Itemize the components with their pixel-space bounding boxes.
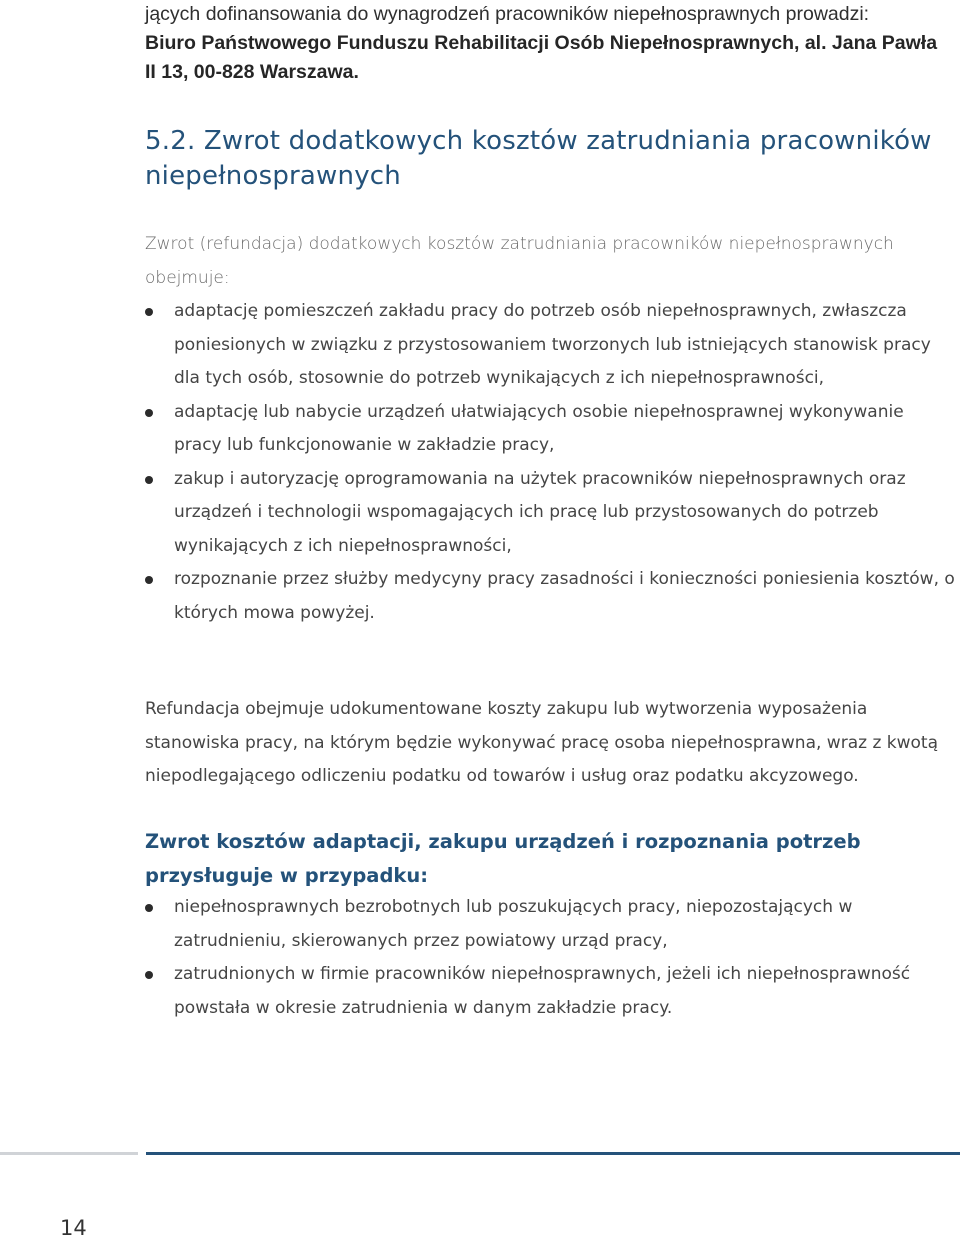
- list-item-text: zatrudnionych w firmie pracowników niepełnosprawnych, jeżeli ich niepełnosprawność powstała w okresie zatrudnienia w danym zakładzie pracy.: [174, 964, 911, 1018]
- list-item: [145, 563, 955, 630]
- bullet-icon: [145, 308, 153, 316]
- footer-rule-dark: [146, 1152, 960, 1155]
- refund-paragraph: Refundacja obejmuje udokumentowane koszty zakupu lub wytworzenia wyposażenia stanowiska pracy, na którym będzie wykonywać pracę osoba niepełnosprawna, wraz z kwotą niepodlegającego odliczeniu podatku od towarów i usług oraz podatku akcyzowego.: [145, 699, 939, 786]
- list-item: [145, 396, 955, 463]
- list-item: [145, 463, 955, 564]
- intro-paragraph: [145, 0, 945, 87]
- intro-text: jących dofinansowania do wynagrodzeń pracowników niepełnosprawnych prowadzi:: [145, 3, 870, 25]
- bullet-icon: [145, 904, 153, 912]
- eligibility-list: [145, 891, 955, 1025]
- list-item: [145, 295, 955, 396]
- refund-items-list: [145, 295, 955, 630]
- section-lead: Zwrot (refundacja) dodatkowych kosztów zatrudniania pracowników niepełnosprawnych obejmuje:: [145, 234, 894, 288]
- intro-address: Biuro Państwowego Funduszu Rehabilitacji Osób Niepełnosprawnych, al. Jana Pawła II 13, 00-828 Warszawa.: [145, 32, 938, 83]
- list-item-text: adaptację pomieszczeń zakładu pracy do potrzeb osób niepełnosprawnych, zwłaszcza poniesionych w związku z przystosowaniem tworzonych lub istniejących stanowisk pracy dla tych osób, stosownie do potrzeb wynikających z ich niepełnosprawności,: [174, 301, 931, 388]
- bullet-icon: [145, 476, 153, 484]
- section-title: 5.2. Zwrot dodatkowych kosztów zatrudniania pracowników niepełnosprawnych: [145, 126, 932, 191]
- list-item-text: rozpoznanie przez służby medycyny pracy zasadności i konieczności poniesienia kosztów, o których mowa powyżej.: [174, 569, 955, 623]
- list-item-text: adaptację lub nabycie urządzeń ułatwiających osobie niepełnosprawnej wykonywanie pracy lub funkcjonowanie w zakładzie pracy,: [174, 401, 904, 455]
- bullet-icon: [145, 409, 153, 417]
- list-item: [145, 958, 955, 1025]
- page-number: 14: [60, 1216, 87, 1240]
- eligibility-subheading: Zwrot kosztów adaptacji, zakupu urządzeń i rozpoznania potrzeb przysługuje w przypadku:: [145, 830, 861, 887]
- footer-rule-light: [0, 1152, 138, 1155]
- bullet-icon: [145, 576, 153, 584]
- bullet-icon: [145, 971, 153, 979]
- list-item-text: niepełnosprawnych bezrobotnych lub poszukujących pracy, niepozostających w zatrudnieniu, skierowanych przez powiatowy urząd pracy,: [174, 897, 853, 951]
- list-item: [145, 891, 955, 958]
- list-item-text: zakup i autoryzację oprogramowania na użytek pracowników niepełnosprawnych oraz urządzeń i technologii wspomagających ich pracę lub przystosowanych do potrzeb wynikających z ich niepełnosprawności,: [174, 468, 906, 556]
